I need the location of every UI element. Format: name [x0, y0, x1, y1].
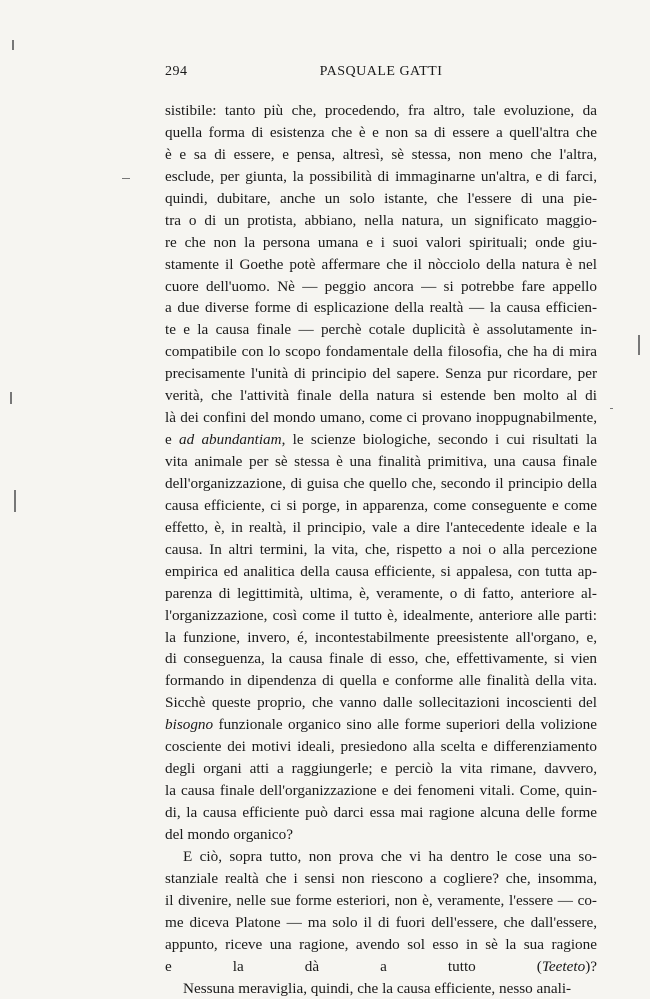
text-line	[165, 451, 597, 473]
text-span: stanziale realtà che i sensi non riescono a cogliere? che, insomma,	[165, 870, 597, 887]
text-span: appunto, riceve una ragione, avendo sol esso in sè la sua ragione	[165, 936, 597, 953]
text-span: re che non la persona umana e i suoi valori spirituali; onde giu-	[165, 234, 597, 251]
text-line	[165, 429, 597, 451]
text-line	[165, 934, 597, 956]
text-line	[165, 122, 597, 144]
text-span: del mondo organico?	[165, 826, 293, 843]
text-line	[165, 407, 597, 429]
text-line	[165, 276, 597, 298]
text-line	[165, 297, 597, 319]
text-line	[165, 495, 597, 517]
text-span: il divenire, nelle sue forme esteriori, non è, veramente, l'essere — co-	[165, 892, 597, 909]
text-span: empirica ed analitica della causa efficiente, si appalesa, con tutta ap-	[165, 563, 597, 580]
text-span: vita animale per sè stessa è una finalità primitiva, una causa finale	[165, 453, 597, 470]
text-span: la funzione, invero, é, incontestabilmente preesistente all'organo, e,	[165, 629, 597, 646]
text-line	[165, 780, 597, 802]
text-span: sistibile: tanto più che, procedendo, fra altro, tale evoluzione, da	[165, 102, 597, 119]
text-span: è e sa di essere, e pensa, altresì, sè stessa, non meno che l'altra,	[165, 146, 597, 163]
text-line	[165, 363, 597, 385]
text-span: Sicchè queste proprio, che vanno dalle sollecitazioni incoscienti del	[165, 694, 597, 711]
scan-speck	[12, 40, 14, 50]
text-line	[165, 473, 597, 495]
text-span: e la dà a tutto (	[165, 958, 542, 975]
text-line	[165, 232, 597, 254]
text-span: , le scienze biologiche, secondo i cui risultati la	[282, 431, 597, 448]
text-line	[165, 605, 597, 627]
text-span: di, la causa efficiente può darci essa mai ragione alcuna delle forme	[165, 804, 597, 821]
text-line	[165, 648, 597, 670]
text-line	[165, 736, 597, 758]
text-span: parenza di legittimità, ultima, è, veramente, o di fatto, anteriore al-	[165, 585, 597, 602]
italic-text: ad abundantiam	[179, 431, 282, 448]
text-line	[165, 824, 597, 846]
text-span: e	[165, 431, 179, 448]
text-span: l'organizzazione, così come il tutto è, idealmente, anteriore alle parti:	[165, 607, 597, 624]
text-span: Nessuna meraviglia, quindi, che la causa efficiente, nesso anali-	[183, 980, 571, 997]
text-line	[165, 802, 597, 824]
text-line	[165, 144, 597, 166]
scan-speck	[638, 335, 640, 355]
text-line	[165, 539, 597, 561]
text-line	[165, 385, 597, 407]
text-line	[165, 583, 597, 605]
italic-text: bisogno	[165, 716, 213, 733]
text-line	[165, 670, 597, 692]
text-line	[165, 868, 597, 890]
text-line	[165, 254, 597, 276]
text-span: quindi, dubitare, anche un solo istante, che l'essere di una pie-	[165, 190, 597, 207]
scan-speck	[14, 490, 16, 512]
text-line	[165, 166, 597, 188]
text-line	[165, 341, 597, 363]
text-span: la causa finale dell'organizzazione e dei fenomeni vitali. Come, quin-	[165, 782, 597, 799]
scan-speck	[10, 392, 12, 404]
text-span: formando in dipendenza di quella e conforme alle finalità della vita.	[165, 672, 597, 689]
text-span: )?	[585, 958, 597, 975]
scan-speck	[122, 178, 130, 179]
text-line	[165, 890, 597, 912]
text-span: causa. In altri termini, la vita, che, rispetto a noi o alla percezione	[165, 541, 597, 558]
body-text	[165, 100, 597, 999]
text-line	[165, 758, 597, 780]
text-line	[165, 846, 597, 868]
text-line	[165, 956, 597, 978]
italic-text: Teeteto	[542, 958, 585, 975]
text-line	[165, 714, 597, 736]
text-span: là dei confini del mondo umano, come ci provano inoppugnabilmente,	[165, 409, 597, 426]
text-line	[165, 692, 597, 714]
text-span: effetto, è, in realtà, il principio, vale a dire l'antecedente ideale e la	[165, 519, 597, 536]
text-span: cuore dell'uomo. Nè — peggio ancora — si potrebbe fare appello	[165, 278, 597, 295]
text-line	[165, 319, 597, 341]
text-line	[165, 210, 597, 232]
scan-speck	[610, 408, 613, 409]
text-line	[165, 517, 597, 539]
text-line	[165, 561, 597, 583]
text-span: tra o di un protista, abbiano, nella natura, un significato maggio-	[165, 212, 597, 229]
text-span: precisamente l'unità di principio del sapere. Senza pur ricordare, per	[165, 365, 597, 382]
text-span: cosciente dei motivi ideali, presiedono alla scelta e differenziamento	[165, 738, 597, 755]
text-span: funzionale organico sino alle forme superiori della volizione	[213, 716, 597, 733]
text-span: a due diverse forme di esplicazione della realtà — la causa efficien-	[165, 299, 597, 316]
text-span: te e la causa finale — perchè cotale duplicità è assolutamente in-	[165, 321, 597, 338]
text-span: di conseguenza, la causa finale di esso, che, effettivamente, si vien	[165, 650, 597, 667]
text-line	[165, 188, 597, 210]
running-head: PASQUALE GATTI	[165, 64, 597, 80]
text-line	[165, 627, 597, 649]
page-number: 294	[165, 64, 188, 80]
text-span: E ciò, sopra tutto, non prova che vi ha dentro le cose una so-	[183, 848, 597, 865]
text-span: compatibile con lo scopo fondamentale della filosofia, che ha di mira	[165, 343, 597, 360]
text-span: dell'organizzazione, di guisa che quello che, secondo il principio della	[165, 475, 597, 492]
text-line	[165, 978, 597, 999]
text-line	[165, 100, 597, 122]
text-span: causa efficiente, ci si porge, in apparenza, come conseguente e come	[165, 497, 597, 514]
text-span: degli organi atti a raggiungerle; e perciò la vita rimane, davvero,	[165, 760, 597, 777]
text-span: stamente il Goethe potè affermare che il nòcciolo della natura è nel	[165, 256, 597, 273]
text-line	[165, 912, 597, 934]
text-span: verità, che l'attività finale della natura si estende ben molto al di	[165, 387, 597, 404]
text-span: quella forma di esistenza che è e non sa di essere a quell'altra che	[165, 124, 597, 141]
text-span: me diceva Platone — ma solo il di fuori dell'essere, che dall'essere,	[165, 914, 597, 931]
text-span: esclude, per giunta, la possibilità di immaginarne un'altra, e di farci,	[165, 168, 597, 185]
